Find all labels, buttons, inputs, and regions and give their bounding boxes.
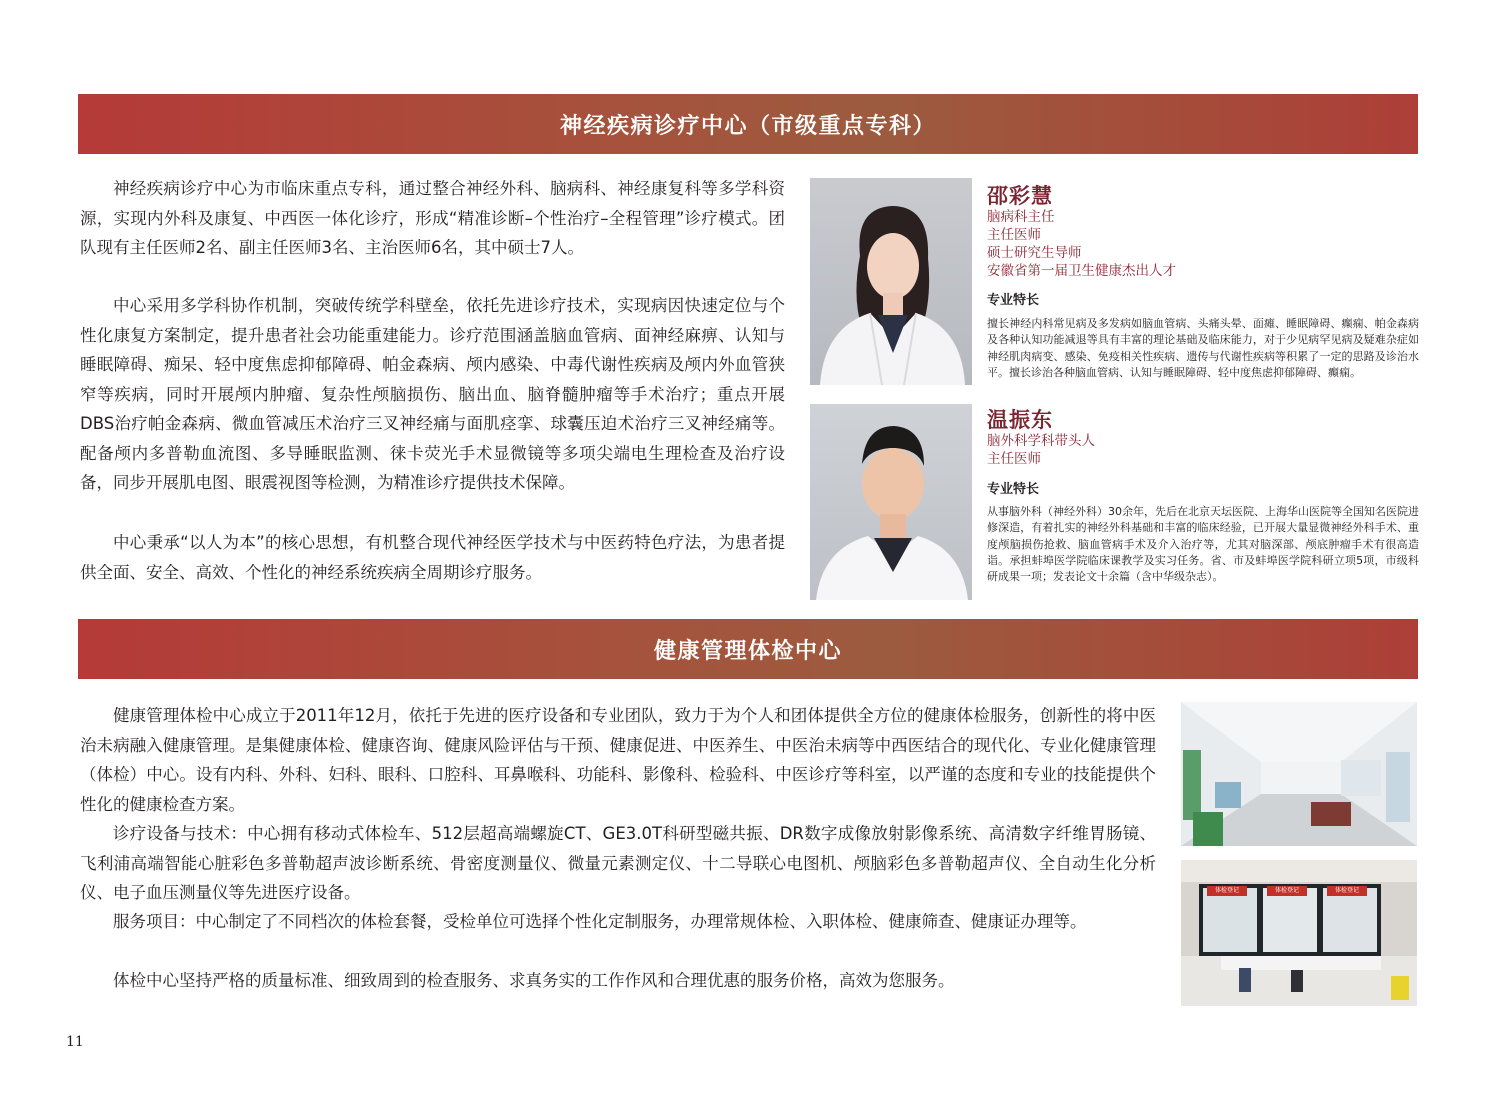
- room-sign: 体检登记: [1207, 886, 1247, 896]
- neurology-paragraph-3: 中心秉承“以人为本”的核心思想，有机整合现代神经医学技术与中医药特色疗法，为患者提供全面、安全、高效、个性化的神经系统疾病全周期诊疗服务。: [80, 533, 785, 582]
- checkup-paragraph-4: 体检中心坚持严格的质量标准、细致周到的检查服务、求真务实的工作作风和合理优惠的服务价格，高效为您服务。: [113, 971, 955, 990]
- doctor-title: 硕士研究生导师: [987, 245, 1082, 261]
- room-sign: 体检登记: [1327, 886, 1367, 896]
- doctor-title: 安徽省第一届卫生健康杰出人才: [987, 263, 1176, 279]
- doctor-title: 脑病科主任: [987, 209, 1055, 225]
- doctor-name-shao: 邵彩慧: [987, 184, 1053, 208]
- doctor-photo-shao: [810, 178, 972, 385]
- specialty-label: 专业特长: [987, 482, 1040, 497]
- doctor-title: 主任医师: [987, 451, 1041, 467]
- doctor-name-wen: 温振东: [987, 408, 1053, 432]
- checkup-paragraph-1: 健康管理体检中心成立于2011年12月，依托于先进的医疗设备和专业团队，致力于为个人和团体提供全方位的健康体检服务，创新性的将中医治未病融入健康管理。是集健康体检、健康咨询、健康风险评估与干预、健康促进、中医养生、中医治未病等中西医结合的现代化、专业化健康管理（体检）中心。设有内科、外科、妇科、眼科、口腔科、耳鼻喉科、功能科、影像科、检验科、中医诊疗等科室，以严谨的态度和专业的技能提供个性化的健康检查方案。: [80, 706, 1156, 814]
- section-title-health-checkup: 健康管理体检中心: [78, 619, 1418, 679]
- doctor-photo-wen: [810, 404, 972, 600]
- page-number: 11: [66, 1034, 84, 1050]
- room-sign: 体检登记: [1267, 886, 1307, 896]
- doctor-title: 主任医师: [987, 227, 1041, 243]
- doctor-specialty-text: 从事脑外科（神经外科）30余年，先后在北京天坛医院、上海华山医院等全国知名医院进修深造，有着扎实的神经外科基础和丰富的临床经验，已开展大量显微神经外科手术、重度颅脑损伤抢救、脑血管病手术及介入治疗等，尤其对脑深部、颅底肿瘤手术有很高造诣。承担蚌埠医学院临床课教学及实习任务。省、市及蚌埠医学院科研立项5项，市级科研成果一项；发表论文十余篇（含中华级杂志）。: [987, 505, 1419, 584]
- neurology-paragraph-1: 神经疾病诊疗中心为市临床重点专科，通过整合神经外科、脑病科、神经康复科等多学科资源，实现内外科及康复、中西医一体化诊疗，形成“精准诊断–个性治疗–全程管理”诊疗模式。团队现有主任医师2名、副主任医师3名、主治医师6名，其中硕士7人。: [80, 179, 785, 257]
- checkup-registration-photo: [1181, 860, 1417, 1006]
- section-title-neurology: 神经疾病诊疗中心（市级重点专科）: [78, 94, 1418, 154]
- checkup-corridor-photo: [1181, 702, 1417, 846]
- doctor-specialty-text: 擅长神经内科常见病及多发病如脑血管病、头痛头晕、面瘫、睡眠障碍、癫痫、帕金森病及各种认知功能减退等具有丰富的理论基础及临床能力，对于少见病罕见病及疑难杂症如神经肌肉病变、感染、免疫相关性疾病、遗传与代谢性疾病等积累了一定的思路及诊治水平。擅长诊治各种脑血管病、认知与睡眠障碍、轻中度焦虑抑郁障碍、癫痫。: [987, 317, 1419, 379]
- checkup-paragraph-2: 诊疗设备与技术：中心拥有移动式体检车、512层超高端螺旋CT、GE3.0T科研型磁共振、DR数字成像放射影像系统、高清数字纤维胃肠镜、飞利浦高端智能心脏彩色多普勒超声波诊断系统、骨密度测量仪、微量元素测定仪、十二导联心电图机、颅脑彩色多普勒超声仪、全自动生化分析仪、电子血压测量仪等先进医疗设备。: [80, 824, 1156, 902]
- neurology-paragraph-2: 中心采用多学科协作机制，突破传统学科壁垒，依托先进诊疗技术，实现病因快速定位与个性化康复方案制定，提升患者社会功能重建能力。诊疗范围涵盖脑血管病、面神经麻痹、认知与睡眠障碍、痴呆、轻中度焦虑抑郁障碍、帕金森病、颅内感染、中毒代谢性疾病及颅内外血管狭窄等疾病，同时开展颅内肿瘤、复杂性颅脑损伤、脑出血、脑脊髓肿瘤等手术治疗；重点开展DBS治疗帕金森病、微血管减压术治疗三叉神经痛与面肌痉挛、球囊压迫术治疗三叉神经痛等。配备颅内多普勒血流图、多导睡眠监测、徕卡荧光手术显微镜等多项尖端电生理检查及治疗设备，同步开展肌电图、眼震视图等检测，为精准诊疗提供技术保障。: [80, 296, 785, 492]
- checkup-paragraph-3: 服务项目：中心制定了不同档次的体检套餐，受检单位可选择个性化定制服务，办理常规体检、入职体检、健康筛查、健康证办理等。: [113, 912, 1087, 931]
- specialty-label: 专业特长: [987, 293, 1040, 308]
- doctor-title: 脑外科学科带头人: [987, 433, 1095, 449]
